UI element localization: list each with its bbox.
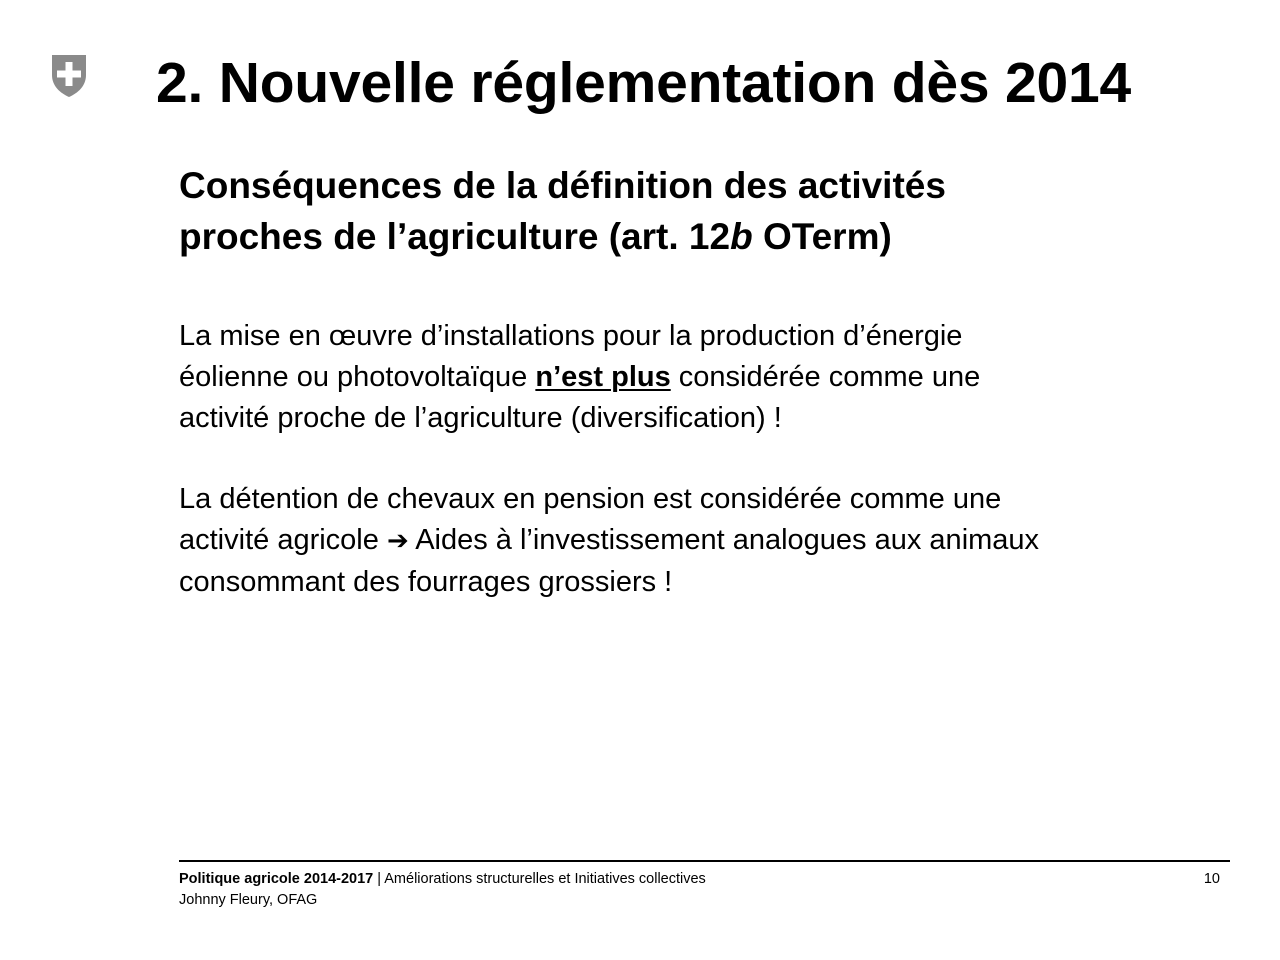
paragraph-energy-line-3: activité proche de l’agriculture (diversification) ! [179,402,782,434]
paragraph-horses-line-1: La détention de chevaux en pension est considérée comme une [179,483,1002,515]
subtitle-line-1: Conséquences de la définition des activités [179,165,946,206]
paragraph-energy-line-1: La mise en œuvre d’installations pour la production d’énergie [179,320,963,352]
footer-divider [179,860,1230,862]
slide-subtitle [179,160,946,262]
subtitle-line-2 [179,211,946,262]
swiss-shield-icon [50,53,88,99]
paragraph-horses-line-3: consommant des fourrages grossiers ! [179,566,673,598]
footer-topic: Améliorations structurelles et Initiatives collectives [384,871,706,887]
subtitle-line-2-suffix: OTerm) [752,216,892,257]
footer-course: Politique agricole 2014-2017 [179,871,374,887]
arrow-right-icon: ➔ [386,526,409,556]
subtitle-line-2-prefix: proches de l’agriculture (art. 12 [179,216,731,257]
subtitle-article-letter: b [730,216,753,257]
footer-separator: | [373,871,385,887]
paragraph-energy [179,316,980,439]
paragraph-horses [179,479,1039,603]
cross-horizontal [57,71,81,78]
paragraph-energy-line-2-prefix: éolienne ou photovoltaïque [179,361,536,393]
paragraph-horses-line-2-prefix: activité agricole [179,524,387,556]
footer-course-line [179,870,706,888]
footer-author: Johnny Fleury, OFAG [179,892,318,908]
paragraph-horses-line-2-suffix: Aides à l’investissement analogues aux animaux [408,524,1040,556]
paragraph-horses-line-2 [179,520,1039,562]
page-number: 10 [1203,871,1220,887]
paragraph-energy-line-2 [179,357,980,398]
paragraph-energy-line-2-suffix: considérée comme une [670,361,981,393]
slide-title: 2. Nouvelle réglementation dès 2014 [156,51,1132,115]
emphasis-nest-plus: n’est plus [535,361,671,393]
